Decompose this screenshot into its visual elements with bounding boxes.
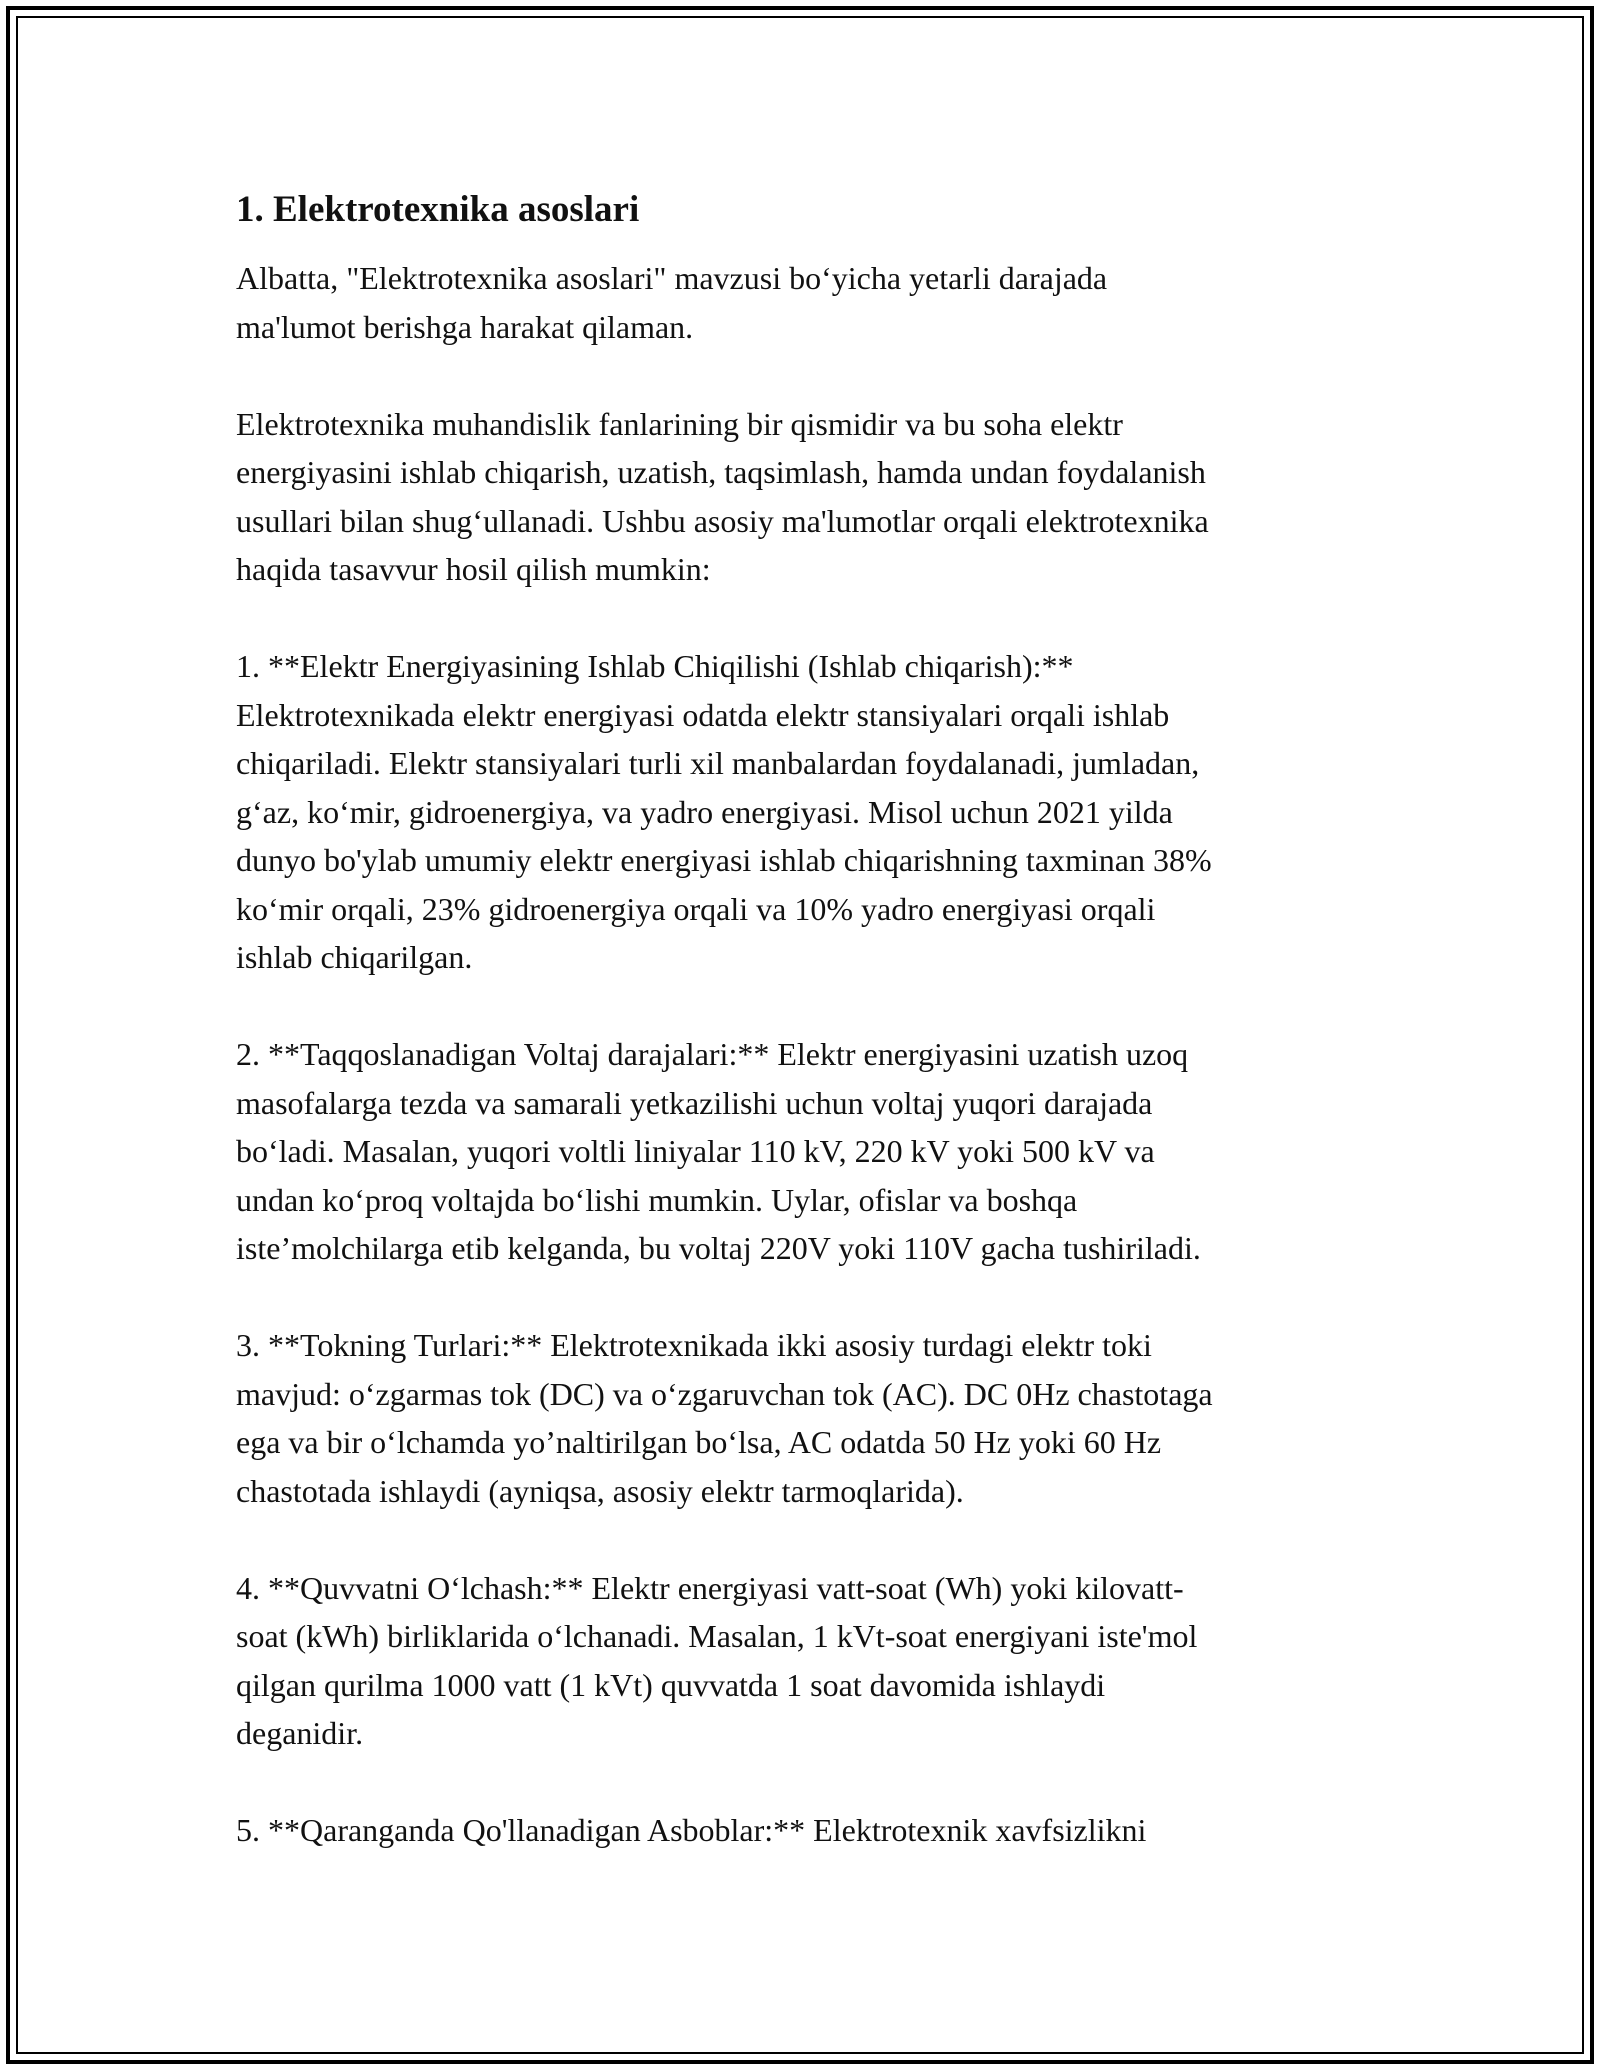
paragraph-overview: Elektrotexnika muhandislik fanlarining bir qismidir va bu soha elektr energiyasini ishlab chiqarish, uzatish, taqsimlash, hamda undan foydalanish usullari bilan shug‘ullanadi. Ushbu asosiy ma'lumotlar orqali elektrotexnika haqida tasavvur hosil qilish mumkin: <box>236 405 1209 587</box>
paragraph-item-1: 1. **Elektr Energiyasining Ishlab Chiqilishi (Ishlab chiqarish):** Elektrotexnikada elektr energiyasi odatda elektr stansiyalari orqali ishlab chiqariladi. Elektr stansiyalari turli xil manbalardan foydalanadi, jumladan, g‘az, ko‘mir, gidroenergiya, va yadro energiyasi. Misol uchun 2021 yilda dunyo bo'ylab umumiy elektr energiyasi ishlab chiqarishning taxminan 38% ko‘mir orqali, 23% gidroenergiya orqali va 10% yadro energiyasi orqali ishlab chiqarilgan. <box>236 648 1212 975</box>
paragraph-item-2: 2. **Taqqoslanadigan Voltaj darajalari:** Elektr energiyasini uzatish uzoq masofalarga tezda va samarali yetkazilishi uchun voltaj yuqori darajada bo‘ladi. Masalan, yuqori voltli liniyalar 110 kV, 220 kV yoki 500 kV va undan ko‘proq voltajda bo‘lishi mumkin. Uylar, ofislar va boshqa iste’molchilarga etib kelganda, bu voltaj 220V yoki 110V gacha tushiriladi. <box>236 1036 1201 1266</box>
paragraph-item-4: 4. **Quvvatni O‘lchash:** Elektr energiyasi vatt-soat (Wh) yoki kilovatt- soat (kWh) birliklarida o‘lchanadi. Masalan, 1 kVt-soat energiyani iste'mol qilgan qurilma 1000 vatt (1 kVt) quvvatda 1 soat davomida ishlaydi deganidir. <box>236 1569 1198 1751</box>
paragraph-intro: Albatta, "Elektrotexnika asoslari" mavzusi bo‘yicha yetarli darajada ma'lumot berishga harakat qilaman. <box>236 260 1108 345</box>
paragraph-item-5: 5. **Qaranganda Qo'llanadigan Asboblar:** Elektrotexnik xavfsizlikni <box>236 1812 1147 1848</box>
document-body <box>236 186 1366 1903</box>
paragraph-item-3: 3. **Tokning Turlari:** Elektrotexnikada ikki asosiy turdagi elektr toki mavjud: o‘zgarmas tok (DC) va o‘zgaruvchan tok (AC). DC 0Hz chastotaga ega va bir o‘lchamda yo’naltirilgan bo‘lsa, AC odatda 50 Hz yoki 60 Hz chastotada ishlaydi (ayniqsa, asosiy elektr tarmoqlarida). <box>236 1327 1213 1509</box>
page-title: 1. Elektrotexnika asoslari <box>236 189 640 230</box>
